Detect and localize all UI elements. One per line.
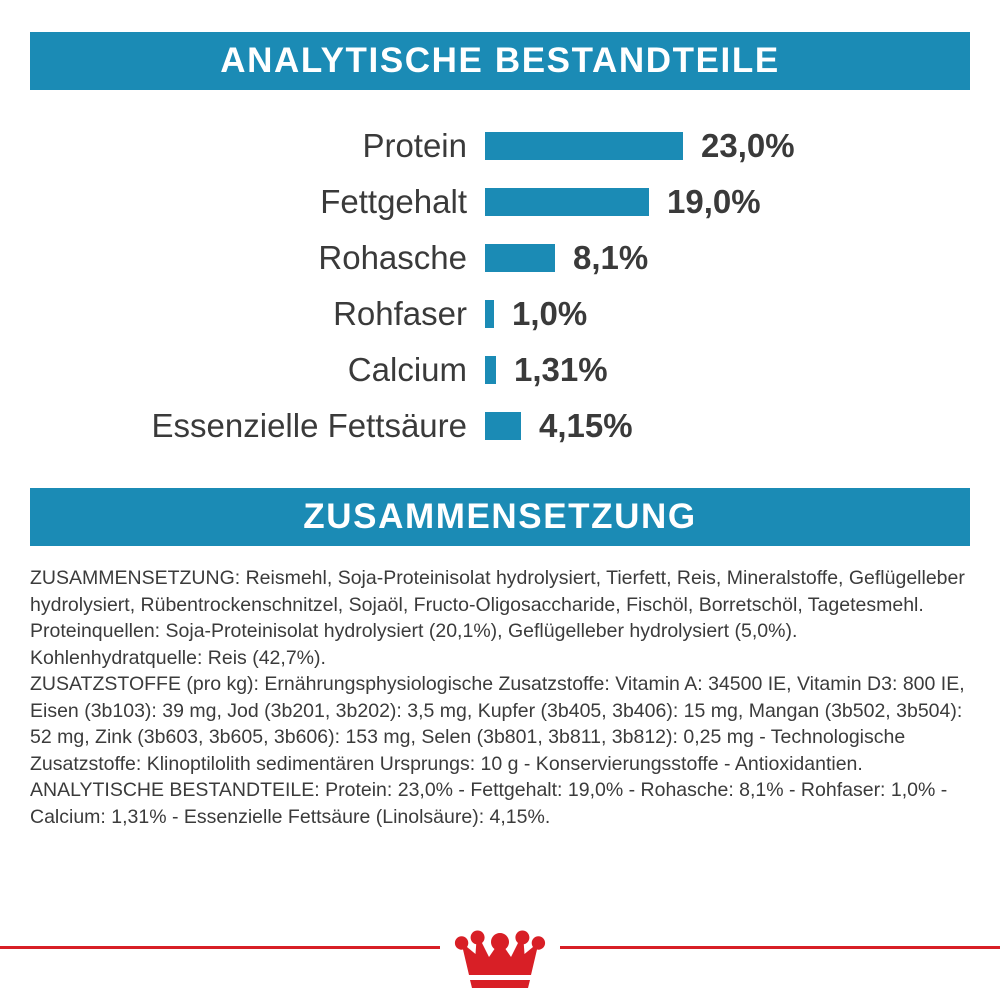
section-title-analytical: ANALYTISCHE BESTANDTEILE	[220, 41, 780, 80]
chart-value: 8,1%	[573, 239, 649, 276]
chart-row	[30, 174, 970, 230]
chart-label: Protein	[362, 127, 467, 164]
chart-label: Essenzielle Fettsäure	[151, 407, 467, 444]
chart-value: 1,0%	[512, 295, 588, 332]
chart-bar	[485, 132, 683, 160]
composition-paragraph: ANALYTISCHE BESTANDTEILE: Protein: 23,0% - Fettgehalt: 19,0% - Rohasche: 8,1% - Rohfaser: 1,0% - Calcium: 1,31% - Essenzielle Fettsäure (Linolsäure): 4,15%.	[30, 779, 948, 828]
chart-value: 19,0%	[667, 183, 761, 220]
chart-bar-wrap	[485, 295, 970, 333]
chart-value: 1,31%	[514, 351, 608, 388]
chart-label: Rohasche	[318, 239, 467, 276]
chart-bar	[485, 188, 649, 216]
chart-row	[30, 230, 970, 286]
chart-value: 23,0%	[701, 127, 795, 164]
composition-paragraph: ZUSAMMENSETZUNG: Reismehl, Soja-Proteinisolat hydrolysiert, Tierfett, Reis, Mineralstoffe, Geflügelleber hydrolysiert, Rübentrockenschnitzel, Sojaöl, Fructo-Oligosaccharide, Fischöl, Borretschöl, Tagetesmehl. Proteinquellen: Soja-Proteinisolat hydrolysiert (20,1%), Geflügelleber hydrolysiert (5,0%). Kohlenhydratquelle: Reis (42,7%).	[30, 567, 965, 669]
composition-text	[30, 565, 975, 830]
chart-bar-wrap	[485, 407, 970, 445]
chart-label: Calcium	[347, 351, 467, 388]
chart-label: Fettgehalt	[320, 183, 467, 220]
chart-row	[30, 342, 970, 398]
chart-bar-wrap	[485, 239, 970, 277]
royal-canin-crown-icon	[440, 920, 560, 998]
chart-bar	[485, 412, 521, 440]
chart-bar-wrap	[485, 127, 970, 165]
chart-row	[30, 286, 970, 342]
chart-bar-wrap	[485, 183, 970, 221]
footer	[0, 920, 1000, 1000]
section-title-composition: ZUSAMMENSETZUNG	[303, 497, 697, 536]
chart-bar	[485, 356, 496, 384]
chart-row	[30, 118, 970, 174]
chart-row	[30, 398, 970, 454]
chart-label: Rohfaser	[333, 295, 467, 332]
chart-bar	[485, 244, 555, 272]
analytical-bar-chart	[30, 118, 970, 468]
chart-bar	[485, 300, 494, 328]
composition-paragraph: ZUSATZSTOFFE (pro kg): Ernährungsphysiologische Zusatzstoffe: Vitamin A: 34500 IE, Vitamin D3: 800 IE, Eisen (3b103): 39 mg, Jod (3b201, 3b202): 3,5 mg, Kupfer (3b405, 3b406): 15 mg, Mangan (3b502, 3b504): 52 mg, Zink (3b603, 3b605, 3b606): 153 mg, Selen (3b801, 3b811, 3b812): 0,25 mg - Technologische Zusatzstoffe: Klinoptilolith sedimentären Ursprungs: 10 g - Konservierungsstoffe - Antioxidantien.	[30, 673, 965, 775]
chart-value: 4,15%	[539, 407, 633, 444]
chart-bar-wrap	[485, 351, 970, 389]
section-header-analytical	[30, 32, 970, 90]
section-header-composition	[30, 488, 970, 546]
